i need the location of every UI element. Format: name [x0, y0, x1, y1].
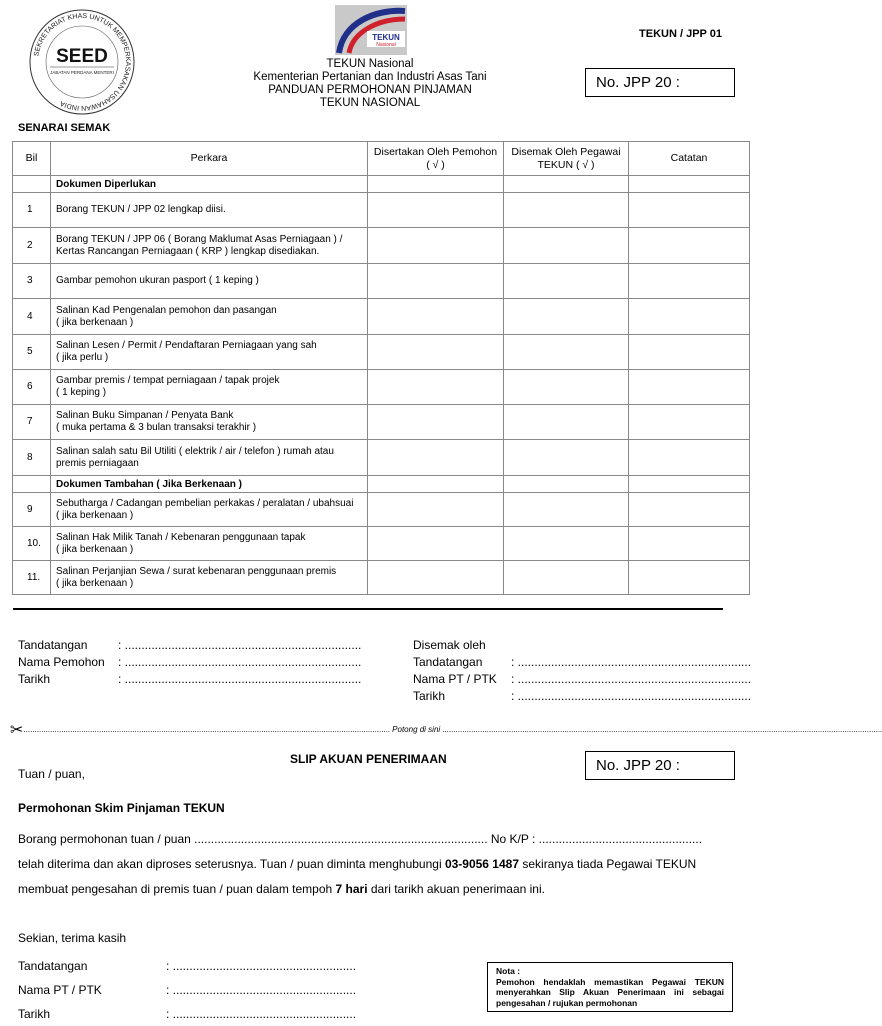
catatan-cell[interactable] — [629, 561, 750, 595]
catatan-cell[interactable] — [629, 440, 750, 476]
table-row — [13, 561, 750, 595]
field-label: Nama Pemohon — [18, 655, 105, 669]
section-heading: Dokumen Diperlukan — [51, 176, 368, 193]
catatan-cell[interactable] — [629, 405, 750, 440]
header-line-3: PANDUAN PERMOHONAN PINJAMAN — [268, 84, 472, 96]
slip-text: sekiranya tiada Pegawai TEKUN — [519, 857, 697, 871]
cut-label: Potong di sini — [392, 725, 441, 735]
field-label: Tarikh — [413, 689, 446, 703]
table-row — [13, 527, 750, 561]
item-line: Borang TEKUN / JPP 06 ( Borang Maklumat Asas Perniagaan ) / — [56, 233, 343, 245]
checkbox-pegawai[interactable] — [504, 299, 629, 335]
item-line: ( 1 keping ) — [56, 387, 107, 398]
table-row — [13, 335, 750, 370]
section-heading: Dokumen Tambahan ( Jika Berkenaan ) — [51, 476, 368, 493]
section-cell — [13, 476, 51, 493]
seed-logo — [26, 6, 138, 118]
row-item — [51, 561, 368, 595]
table-row — [13, 264, 750, 299]
field-label: Nama PT / PTK — [18, 983, 102, 997]
applicant-signature-block — [18, 637, 361, 688]
reviewer-date-field[interactable]: : ...................................................................... — [511, 689, 752, 703]
note-title: Nota : — [496, 966, 521, 976]
checkbox-pegawai[interactable] — [504, 405, 629, 440]
slip-officer-name-field[interactable]: : ....................................................... — [166, 983, 357, 997]
row-number: 7 — [13, 405, 51, 440]
item-line: Gambar premis / tempat perniagaan / tapak projek — [56, 375, 280, 386]
slip-subject: Permohonan Skim Pinjaman TEKUN — [18, 801, 225, 815]
checkbox-pegawai[interactable] — [504, 228, 629, 264]
checkbox-pegawai[interactable] — [504, 440, 629, 476]
item-line: ( jika perlu ) — [56, 352, 109, 363]
checkbox-pemohon[interactable] — [368, 405, 504, 440]
form-code: TEKUN / JPP 01 — [639, 28, 722, 40]
closing: Sekian, terima kasih — [18, 931, 127, 945]
table-row — [13, 193, 750, 228]
header-title-block — [230, 58, 510, 110]
no-jpp-box[interactable]: No. JPP 20 : — [585, 68, 735, 97]
checkbox-pegawai[interactable] — [504, 335, 629, 370]
column-header-pemohon: Disertakan Oleh Pemohon ( √ ) — [368, 142, 504, 176]
checkbox-pegawai[interactable] — [504, 493, 629, 527]
days-limit: 7 hari — [335, 882, 368, 896]
table-row — [13, 228, 750, 264]
checkbox-pemohon[interactable] — [368, 370, 504, 405]
row-item — [51, 228, 368, 264]
column-header-pegawai: Disemak Oleh Pegawai TEKUN ( √ ) — [504, 142, 629, 176]
table-row — [13, 493, 750, 527]
signature-field[interactable]: : ....................................................................... — [118, 638, 362, 652]
section-cell — [629, 176, 750, 193]
row-item — [51, 370, 368, 405]
section-cell — [504, 176, 629, 193]
slip-line-1: Borang permohonan tuan / puan ........................................................................................ No K/P : ................................................. — [18, 832, 703, 846]
row-item — [51, 493, 368, 527]
item-line: premis perniagaan — [56, 457, 139, 469]
item-line: ( jika berkenaan ) — [56, 316, 134, 328]
salutation: Tuan / puan, — [18, 767, 85, 781]
row-number: 5 — [13, 335, 51, 370]
catatan-cell[interactable] — [629, 264, 750, 299]
field-label: Nama PT / PTK — [413, 672, 497, 686]
column-header-catatan: Catatan — [629, 142, 750, 176]
applicant-name-field[interactable]: : ....................................................................... — [118, 655, 362, 669]
row-number: 9 — [13, 493, 51, 527]
table-row — [13, 440, 750, 476]
table-row — [13, 299, 750, 335]
catatan-cell[interactable] — [629, 228, 750, 264]
slip-signature-field[interactable]: : ....................................................... — [166, 959, 357, 973]
checkbox-pemohon[interactable] — [368, 193, 504, 228]
row-number: 8 — [13, 440, 51, 476]
column-header-perkara: Perkara — [51, 142, 368, 176]
reviewer-signature-block — [413, 637, 751, 705]
checkbox-pegawai[interactable] — [504, 370, 629, 405]
checkbox-pegawai[interactable] — [504, 264, 629, 299]
section-cell — [13, 176, 51, 193]
cut-dots: ...................................................................................................................................................................................................... — [442, 725, 882, 735]
divider-line — [13, 608, 723, 610]
table-row — [13, 370, 750, 405]
table-row — [13, 405, 750, 440]
item-line: Salinan Hak Milik Tanah / Kebenaran penggunaan tapak — [56, 531, 306, 543]
date-field[interactable]: : ....................................................................... — [118, 672, 362, 686]
row-item — [51, 193, 368, 228]
checklist-title: SENARAI SEMAK — [18, 122, 111, 134]
row-number: 11. — [13, 561, 51, 595]
item-line: Borang TEKUN / JPP 02 lengkap diisi. — [56, 204, 226, 215]
row-number: 3 — [13, 264, 51, 299]
header-line-4: TEKUN NASIONAL — [319, 97, 421, 109]
catatan-cell[interactable] — [629, 335, 750, 370]
checkbox-pemohon[interactable] — [368, 527, 504, 561]
slip-date-field[interactable]: : ....................................................... — [166, 1007, 357, 1021]
slip-title: SLIP AKUAN PENERIMAAN — [290, 752, 447, 766]
catatan-cell[interactable] — [629, 193, 750, 228]
header-line-1: TEKUN Nasional — [326, 58, 414, 70]
item-line: Kertas Rancangan Perniagaan ( KRP ) lengkap disediakan. — [56, 245, 320, 257]
catatan-cell[interactable] — [629, 370, 750, 405]
row-item — [51, 335, 368, 370]
note-body: Pemohon hendaklah memastikan Pegawai TEKUN menyerahkan Slip Akuan Penerimaan ini sebagai pengesahan / rujukan permohonan — [496, 976, 724, 1008]
row-item — [51, 440, 368, 476]
column-header-bil: Bil — [13, 142, 51, 176]
item-line: Salinan salah satu Bil Utiliti ( elektrik / air / telefon ) rumah atau — [56, 445, 334, 457]
row-item — [51, 264, 368, 299]
catatan-cell[interactable] — [629, 527, 750, 561]
section-cell — [629, 476, 750, 493]
tekun-logo — [335, 5, 407, 55]
reviewer-title: Disemak oleh — [413, 638, 486, 652]
item-line: Salinan Buku Simpanan / Penyata Bank — [56, 410, 234, 421]
checkbox-pemohon[interactable] — [368, 299, 504, 335]
slip-text: membuat pengesahan di premis tuan / puan dalam tempoh — [18, 882, 336, 896]
checklist-table — [12, 141, 750, 595]
section-cell — [368, 476, 504, 493]
svg-text:TEKUN: TEKUN — [372, 33, 400, 42]
svg-text:SEED: SEED — [56, 46, 108, 67]
item-line: Salinan Lesen / Permit / Pendaftaran Perniagaan yang sah — [56, 340, 317, 351]
field-label: Tarikh — [18, 1007, 51, 1021]
checkbox-pemohon[interactable] — [368, 561, 504, 595]
svg-text:SEKRETARIAT KHAS UNTUK MEMPERK: SEKRETARIAT KHAS UNTUK MEMPERKASAKAN USAHAWAN INDIA — [33, 12, 132, 112]
checkbox-pemohon[interactable] — [368, 493, 504, 527]
checkbox-pegawai[interactable] — [504, 193, 629, 228]
checkbox-pemohon[interactable] — [368, 264, 504, 299]
item-line: Salinan Perjanjian Sewa / surat kebenaran penggunaan premis — [56, 565, 337, 577]
slip-fields — [18, 954, 356, 1026]
note-box — [487, 962, 733, 1012]
item-line: Gambar pemohon ukuran pasport ( 1 keping ) — [56, 275, 259, 286]
slip-line-2 — [18, 857, 696, 871]
reviewer-name-field[interactable]: : ...................................................................... — [511, 672, 752, 686]
row-number: 2 — [13, 228, 51, 264]
catatan-cell[interactable] — [629, 299, 750, 335]
row-number: 1 — [13, 193, 51, 228]
checkbox-pemohon[interactable] — [368, 335, 504, 370]
catatan-cell[interactable] — [629, 493, 750, 527]
header-line-2: Kementerian Pertanian dan Industri Asas Tani — [253, 71, 487, 83]
checkbox-pegawai[interactable] — [504, 561, 629, 595]
field-label: Tandatangan — [18, 959, 88, 973]
slip-text: telah diterima dan akan diproses seterusnya. Tuan / puan diminta menghubungi — [18, 857, 445, 871]
row-number: 6 — [13, 370, 51, 405]
item-line: ( jika berkenaan ) — [56, 543, 134, 555]
svg-text:Nasional: Nasional — [376, 42, 396, 48]
section-cell — [368, 176, 504, 193]
cut-line — [10, 720, 882, 740]
item-line: ( jika berkenaan ) — [56, 577, 134, 589]
slip-line-3 — [18, 882, 545, 896]
cut-dots: ..................................................................................................................................................................... — [23, 725, 391, 735]
item-line: Sebutharga / Cadangan pembelian perkakas / peralatan / ubahsuai — [56, 497, 354, 509]
checkbox-pegawai[interactable] — [504, 527, 629, 561]
row-number: 10. — [13, 527, 51, 561]
scissors-icon: ✂ — [10, 722, 24, 739]
phone-number: 03-9056 1487 — [444, 857, 520, 871]
section-cell — [504, 476, 629, 493]
item-line: Salinan Kad Pengenalan pemohon dan pasangan — [56, 304, 277, 316]
row-item — [51, 299, 368, 335]
slip-no-jpp-box[interactable]: No. JPP 20 : — [585, 751, 735, 780]
reviewer-signature-field[interactable]: : ...................................................................... — [511, 655, 752, 669]
checkbox-pemohon[interactable] — [368, 440, 504, 476]
item-line: ( muka pertama & 3 bulan transaksi terakhir ) — [56, 422, 257, 433]
svg-text:JABATAN PERDANA MENTERI: JABATAN PERDANA MENTERI — [50, 70, 114, 75]
field-label: Tandatangan — [413, 655, 483, 669]
slip-text: dari tarikh akuan penerimaan ini. — [367, 882, 545, 896]
field-label: Tandatangan — [18, 638, 88, 652]
row-number: 4 — [13, 299, 51, 335]
field-label: Tarikh — [18, 672, 51, 686]
checkbox-pemohon[interactable] — [368, 228, 504, 264]
item-line: ( jika berkenaan ) — [56, 509, 134, 521]
row-item — [51, 527, 368, 561]
row-item — [51, 405, 368, 440]
